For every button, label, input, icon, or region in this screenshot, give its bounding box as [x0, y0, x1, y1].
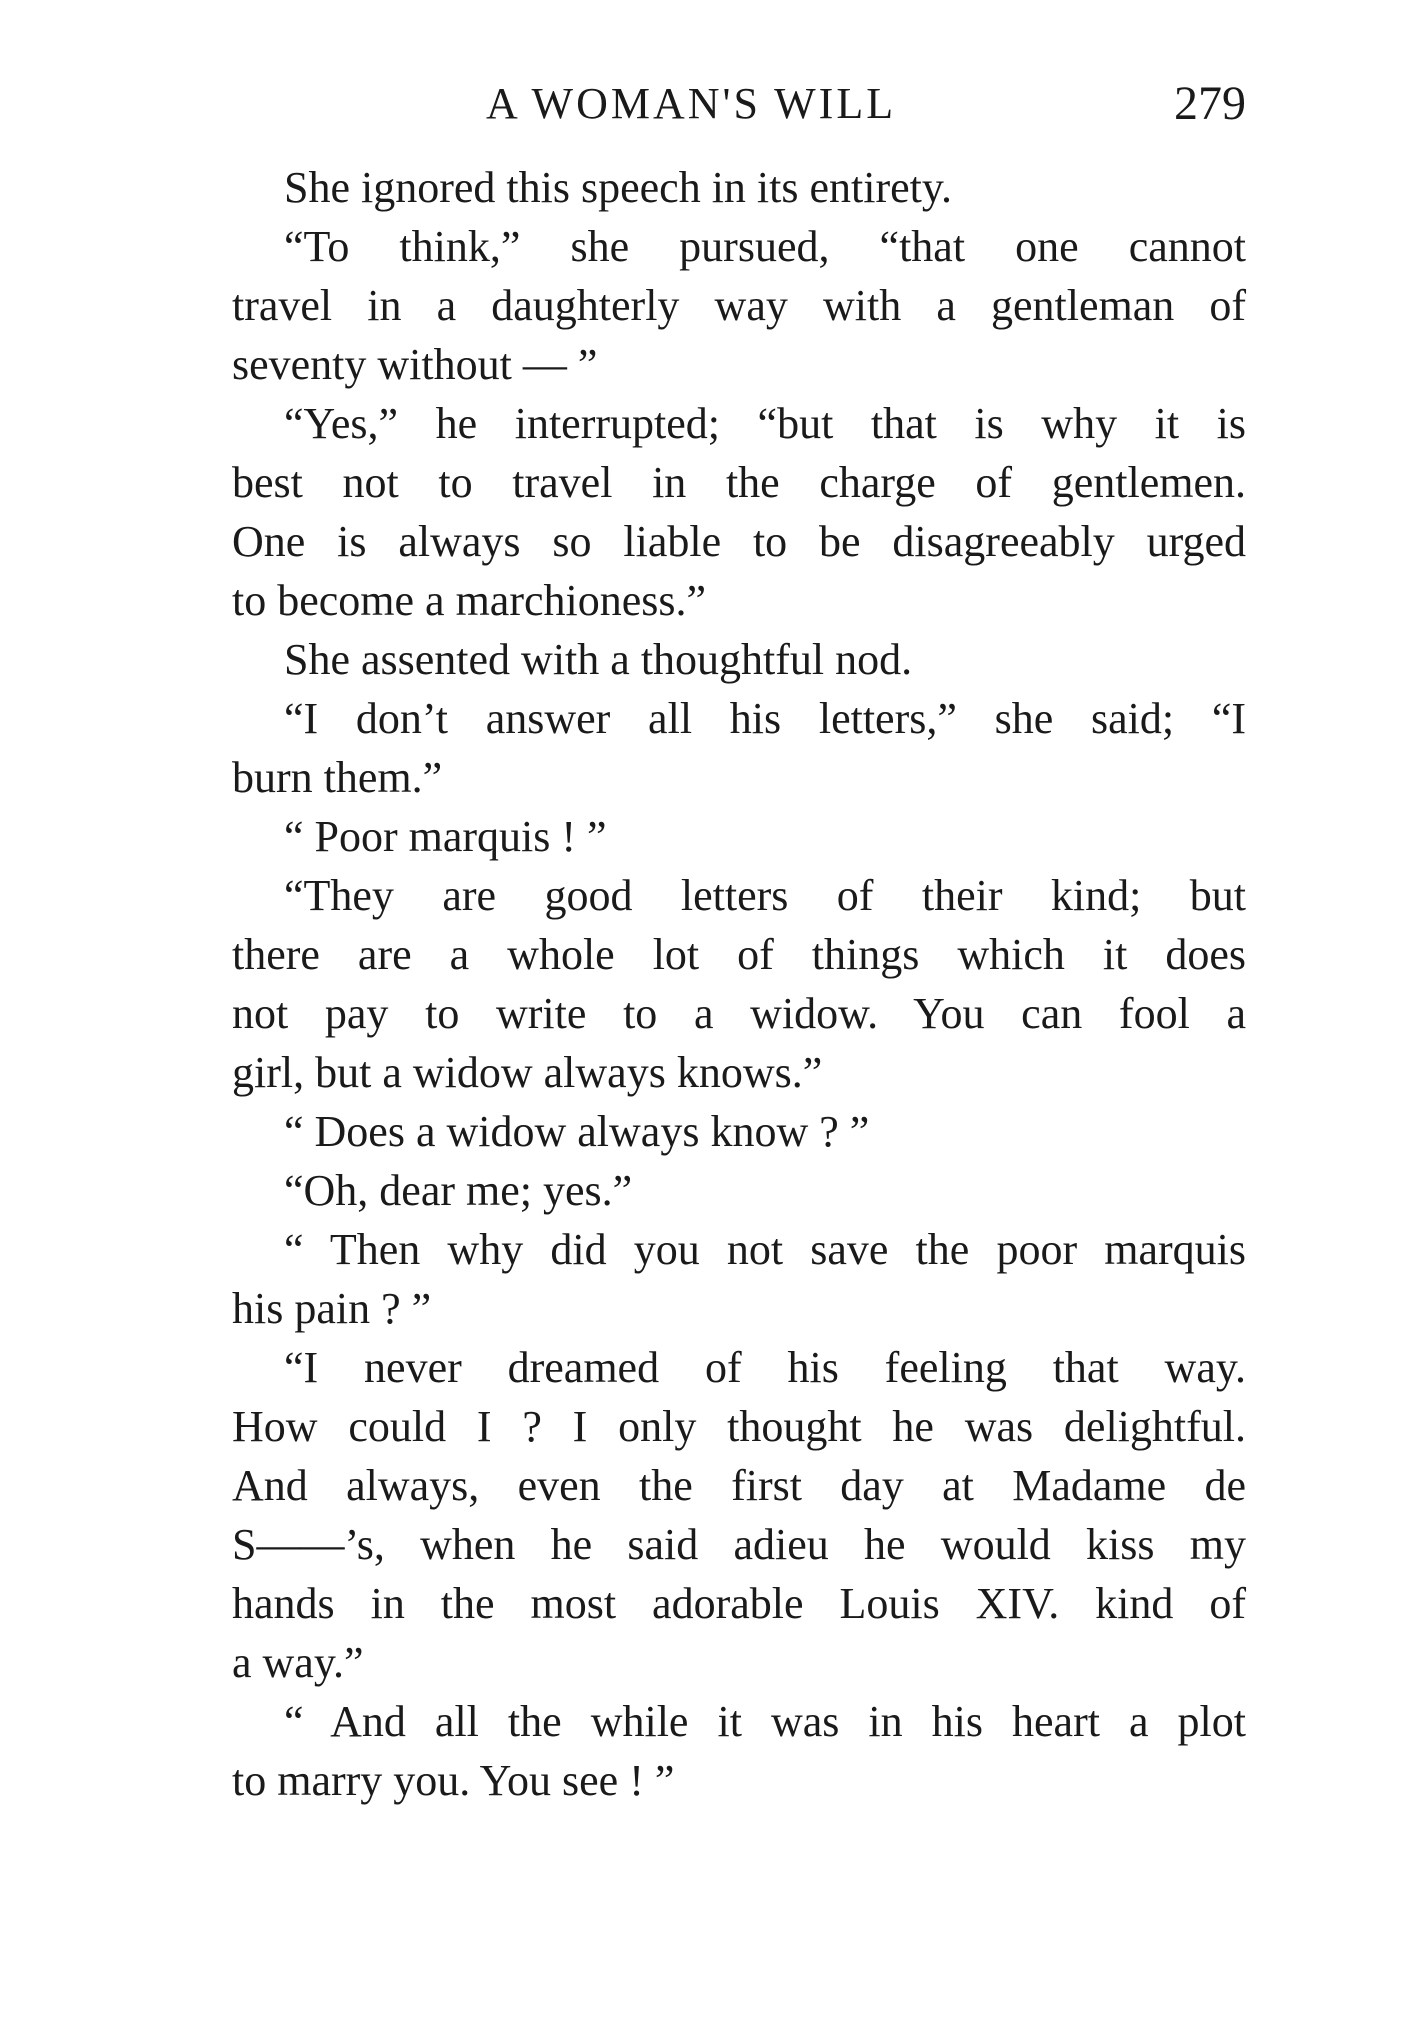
- text-line: seventy without — ”: [232, 340, 598, 389]
- text-line: “ Poor marquis ! ”: [284, 812, 607, 861]
- text-line: “They are good letters of their kind; but: [284, 871, 1246, 920]
- text-line: “Oh, dear me; yes.”: [284, 1166, 633, 1215]
- text-line: “ And all the while it was in his heart a plot: [284, 1697, 1246, 1746]
- text-line: not pay to write to a widow. You can fool a: [232, 989, 1246, 1038]
- text-line: “Yes,” he interrupted; “but that is why it is: [284, 399, 1246, 448]
- text-line: girl, but a widow always knows.”: [232, 1048, 823, 1097]
- text-line: a way.”: [232, 1638, 364, 1687]
- text-line: “ Does a widow always know ? ”: [284, 1107, 870, 1156]
- text-line: And always, even the first day at Madame de: [232, 1461, 1246, 1510]
- text-line: She assented with a thoughtful nod.: [284, 635, 913, 684]
- running-head: [232, 68, 1246, 138]
- body-text: [232, 158, 1246, 1810]
- text-line: How could I ? I only thought he was delightful.: [232, 1402, 1246, 1451]
- text-line: “I don’t answer all his letters,” she said; “I: [284, 694, 1246, 743]
- text-line: to become a marchioness.”: [232, 576, 707, 625]
- text-line: burn them.”: [232, 753, 443, 802]
- text-line: his pain ? ”: [232, 1284, 432, 1333]
- text-line: to marry you. You see ! ”: [232, 1756, 675, 1805]
- text-line: “To think,” she pursued, “that one cannot: [284, 222, 1246, 271]
- text-line: there are a whole lot of things which it does: [232, 930, 1246, 979]
- text-line: “ Then why did you not save the poor marquis: [284, 1225, 1246, 1274]
- text-line: “I never dreamed of his feeling that way.: [284, 1343, 1246, 1392]
- page-number: 279: [1174, 77, 1246, 130]
- text-line: travel in a daughterly way with a gentleman of: [232, 281, 1246, 330]
- running-title: A WOMAN'S WILL: [486, 79, 897, 128]
- text-line: She ignored this speech in its entirety.: [284, 163, 953, 212]
- text-line: One is always so liable to be disagreeably urged: [232, 517, 1246, 566]
- text-line: best not to travel in the charge of gentlemen.: [232, 458, 1246, 507]
- text-line: S——’s, when he said adieu he would kiss my: [232, 1520, 1246, 1569]
- text-line: hands in the most adorable Louis XIV. kind of: [232, 1579, 1246, 1628]
